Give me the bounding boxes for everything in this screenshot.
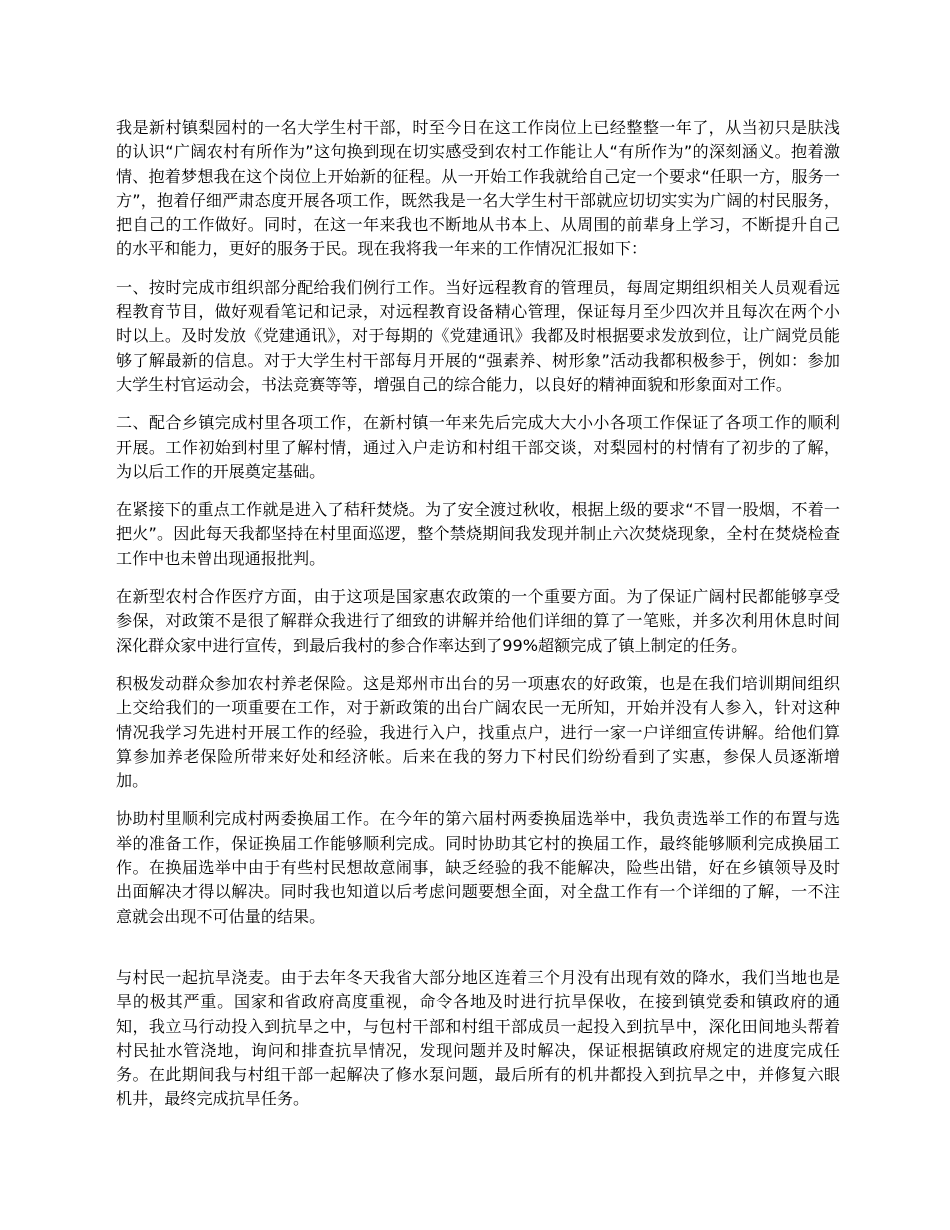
paragraph-intro: 我是新村镇梨园村的一名大学生村干部，时至今日在这工作岗位上已经整整一年了，从当初只是肤浅的认识“广阔农村有所作为”这句换到现在切实感受到农村工作能让人“有所作为”的深刻涵义。抱着激情、抱着梦想我在这个岗位上开始新的征程。从一开始工作我就给自己定一个要求“任职一方，服务一方”，抱着仔细严肃态度开展各项工作，既然我是一名大学生村干部就应切切实实为广阔的村民服务，把自己的工作做好。同时，在这一年来我也不断地从书本上、从周围的前辈身上学习，不断提升自己的水平和能力，更好的服务于民。现在我将我一年来的工作情况汇报如下： — [116, 118, 840, 259]
paragraph-straw-burning: 在紧接下的重点工作就是进入了秸秆焚烧。为了安全渡过秋收，根据上级的要求“不冒一股烟，不着一把火”。因此每天我都坚持在村里面巡逻，整个禁烧期间我发现并制止六次焚烧现象，全村在焚烧检查工作中也未曾出现通报批判。 — [116, 500, 840, 568]
paragraph-pension-insurance: 积极发动群众参加农村养老保险。这是郑州市出台的另一项惠农的好政策，也是在我们培训期间组织上交给我们的一项重要在工作，对于新政策的出台广阔农民一无所知，开始并没有人参入，针对这种情况我学习先进村开展工作的经验，我进行入户，找重点户，进行一家一户详细宣传讲解。给他们算算参加养老保险所带来好处和经济帐。后来在我的努力下村民们纷纷看到了实惠，参保人员逐渐增加。 — [116, 673, 840, 791]
paragraph-routine-work: 一、按时完成市组织部分配给我们例行工作。当好远程教育的管理员，每周定期组织相关人员观看远程教育节目，做好观看笔记和记录，对远程教育设备精心管理，保证每月至少四次并且每次在两个小时以上。及时发放《党建通讯》，对于每期的《党建通讯》我都及时根据要求发放到位，让广阔党员能够了解最新的信息。对于大学生村干部每月开展的“强素养、树形象”活动我都积极参于，例如：参加大学生村官运动会，书法竞赛等等，增强自己的综合能力，以良好的精神面貌和形象面对工作。 — [116, 277, 840, 394]
paragraph-village-work: 二、配合乡镇完成村里各项工作，在新村镇一年来先后完成大大小小各项工作保证了各项工作的顺利开展。工作初始到村里了解村情，通过入户走访和村组干部交谈，对梨园村的村情有了初步的了解，为以后工作的开展奠定基础。 — [116, 413, 840, 481]
paragraph-medical-care: 在新型农村合作医疗方面，由于这项是国家惠农政策的一个重要方面。为了保证广阔村民都能够享受参保，对政策不是很了解群众我进行了细致的讲解并给他们详细的算了一笔账，并多次利用休息时间深化群众家中进行宣传，到最后我村的参合作率达到了99%超额完成了镇上制定的任务。 — [116, 587, 840, 655]
paragraph-drought-relief: 与村民一起抗旱浇麦。由于去年冬天我省大部分地区连着三个月没有出现有效的降水，我们当地也是旱的极其严重。国家和省政府高度重视，命令各地及时进行抗旱保收，在接到镇党委和镇政府的通知，我立马行动投入到抗旱之中，与包村干部和村组干部成员一起投入到抗旱中，深化田间地头帮着村民扯水管浇地，询问和排查抗旱情况，发现问题并及时解决，保证根据镇政府规定的进度完成任务。在此期间我与村组干部一起解决了修水泵问题，最后所有的机井都投入到抗旱之中，并修复六眼机井，最终完成抗旱任务。 — [116, 967, 840, 1109]
paragraph-election: 协助村里顺利完成村两委换届工作。在今年的第六届村两委换届选举中，我负责选举工作的布置与选举的准备工作，保证换届工作能够顺利完成。同时协助其它村的换届工作，最终能够顺利完成换届工作。在换届选举中由于有些村民想故意闹事，缺乏经验的我不能解决，险些出错，好在乡镇领导及时出面解决才得以解决。同时我也知道以后考虑问题要想全面，对全盘工作有一个详细的了解，一不注意就会出现不可估量的结果。 — [116, 809, 840, 926]
document-body — [116, 116, 840, 1126]
